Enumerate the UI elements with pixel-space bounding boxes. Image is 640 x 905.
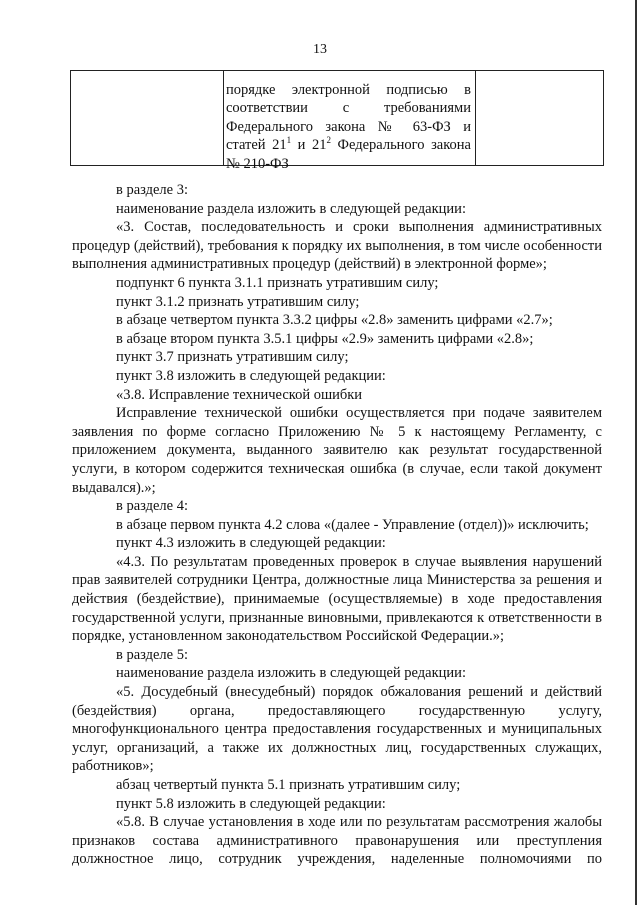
paragraph: пункт 3.7 признать утратившим силу; [116, 349, 349, 366]
paragraph: в абзаце первом пункта 4.2 слова «(далее - Управление (отдел))» исключить; [116, 516, 589, 533]
table-divider [223, 71, 224, 165]
paragraph: «4.3. По результатам проведенных проверок в случае выявления нарушений прав заявителей сотрудники Центра, должностные лица Министерства за решения и действия (бездействие), принимаемые (осуществляемые) в ходе предоставления государственной услуги, признанные виновными, привлекаются к ответственности в порядке, установленном законодательством Российской Федерации.»; [72, 553, 602, 645]
text-fragment: Федерального закона [330, 137, 471, 154]
table-cell-line: № 210-ФЗ [226, 155, 289, 172]
paragraph: в разделе 3: [116, 182, 189, 198]
paragraph: подпункт 6 пункта 3.1.1 признать утратившим силу; [116, 274, 439, 291]
paragraph: пункт 3.8 изложить в следующей редакции: [116, 367, 386, 384]
text-fragment: статей 21 [226, 137, 287, 154]
paragraph: наименование раздела изложить в следующей редакции: [116, 200, 466, 217]
paragraph: «5.8. В случае установления в ходе или по результатам рассмотрения жалобы признаков состава административного правонарушения или преступления должностное лицо, сотрудник учреждения, наделенные полномочиями по [72, 814, 602, 868]
paragraph: в разделе 5: [116, 646, 189, 663]
text-fragment: и 21 [291, 137, 327, 154]
scan-edge-line [635, 0, 637, 905]
table-cell-text [226, 81, 471, 173]
page-number: 13 [313, 42, 327, 57]
paragraph: Исправление технической ошибки осуществляется при подаче заявителем заявления по форме согласно Приложению № 5 к настоящему Регламенту, с приложением документа, выданного заявителю как результат государственной услуги, в котором содержится техническая ошибка (в случае, если такой документ выдавался).»; [72, 405, 602, 496]
paragraph: «5. Досудебный (внесудебный) порядок обжалования решений и действий (бездействия) органа, предоставляющего государственную услугу, многофункционального центра предоставления государственных и муниципальных услуг, организаций, а также их должностных лиц, государственных служащих, работников»; [72, 684, 602, 775]
table-divider [475, 71, 476, 165]
paragraph: пункт 5.8 изложить в следующей редакции: [116, 795, 386, 812]
paragraph: пункт 3.1.2 признать утратившим силу; [116, 293, 360, 310]
paragraph: «3.8. Исправление технической ошибки [116, 386, 363, 403]
paragraph: в разделе 4: [116, 498, 189, 515]
paragraph: в абзаце втором пункта 3.5.1 цифры «2.9» заменить цифрами «2.8»; [116, 330, 534, 347]
paragraph: пункт 4.3 изложить в следующей редакции: [116, 535, 386, 552]
paragraph: в абзаце четвертом пункта 3.3.2 цифры «2.8» заменить цифрами «2.7»; [116, 312, 553, 329]
table-cell-line: соответствии с требованиями [226, 100, 471, 117]
table-cell-line: Федерального закона № 63-ФЗ и [226, 118, 471, 135]
paragraph: «3. Состав, последовательность и сроки выполнения административных процедур (действий), требования к порядку их выполнения, в том числе особенности выполнения административных процедур (действий) в электронной форме»; [72, 219, 602, 273]
document-body [72, 181, 602, 869]
paragraph: абзац четвертый пункта 5.1 признать утратившим силу; [116, 777, 461, 793]
superscript: 1 [286, 135, 292, 146]
table-cell-line: порядке электронной подписью в [226, 82, 471, 98]
superscript: 2 [326, 135, 331, 146]
paragraph: наименование раздела изложить в следующей редакции: [116, 665, 466, 682]
table-cell-line [226, 136, 471, 154]
